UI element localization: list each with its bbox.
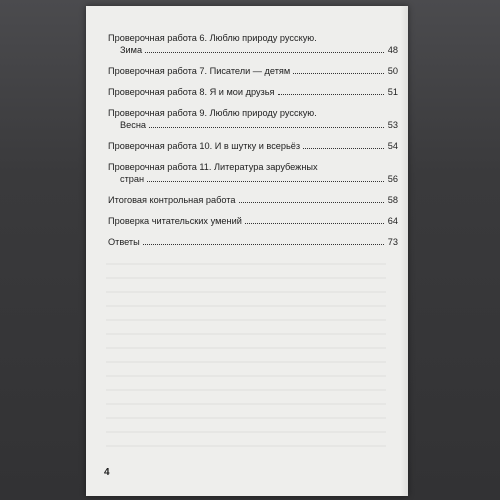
- toc-entry: [108, 194, 398, 206]
- toc-entry-page: 53: [387, 120, 398, 130]
- book-page: [86, 6, 408, 496]
- dot-leader: [278, 94, 384, 95]
- toc-entry-page: 48: [387, 45, 398, 55]
- dot-leader: [239, 202, 385, 203]
- toc-entry-page: 56: [387, 174, 398, 184]
- dot-leader: [303, 148, 384, 149]
- toc-entry: [108, 161, 398, 185]
- toc-entry-continuation: Зима: [120, 45, 143, 55]
- toc-entry-title: Проверочная работа 6. Люблю природу русскую.: [108, 33, 317, 43]
- dot-leader: [149, 127, 384, 128]
- toc-entry-page: 58: [387, 195, 398, 205]
- toc-entry-title: Проверка читательских умений: [108, 216, 242, 226]
- table-of-contents: [108, 32, 398, 257]
- dot-leader: [293, 73, 384, 74]
- toc-entry-continuation: Весна: [120, 120, 147, 130]
- bleed-through-texture: [106, 251, 386, 451]
- toc-entry: [108, 32, 398, 56]
- toc-entry-continuation: стран: [120, 174, 145, 184]
- toc-entry: [108, 215, 398, 227]
- toc-entry-page: 50: [387, 66, 398, 76]
- toc-entry-title: Итоговая контрольная работа: [108, 195, 236, 205]
- toc-entry-title: Проверочная работа 9. Люблю природу русскую.: [108, 108, 317, 118]
- page-number: 4: [104, 467, 110, 478]
- toc-entry-page: 73: [387, 237, 398, 247]
- toc-entry-page: 51: [387, 87, 398, 97]
- dot-leader: [245, 223, 384, 224]
- dot-leader: [147, 181, 384, 182]
- toc-entry: [108, 65, 398, 77]
- toc-entry-page: 54: [387, 141, 398, 151]
- toc-entry-title: Проверочная работа 8. Я и мои друзья: [108, 87, 275, 97]
- toc-entry-title: Проверочная работа 7. Писатели — детям: [108, 66, 291, 76]
- toc-entry-title: Ответы: [108, 237, 140, 247]
- dot-leader: [143, 244, 384, 245]
- toc-entry: [108, 86, 398, 98]
- toc-entry: [108, 107, 398, 131]
- page-shade: [400, 6, 408, 496]
- toc-entry-title: Проверочная работа 11. Литература зарубежных: [108, 162, 318, 172]
- dot-leader: [145, 52, 384, 53]
- toc-entry-title: Проверочная работа 10. И в шутку и всерьёз: [108, 141, 301, 151]
- toc-entry: [108, 140, 398, 152]
- toc-entry-page: 64: [387, 216, 398, 226]
- toc-entry: [108, 236, 398, 248]
